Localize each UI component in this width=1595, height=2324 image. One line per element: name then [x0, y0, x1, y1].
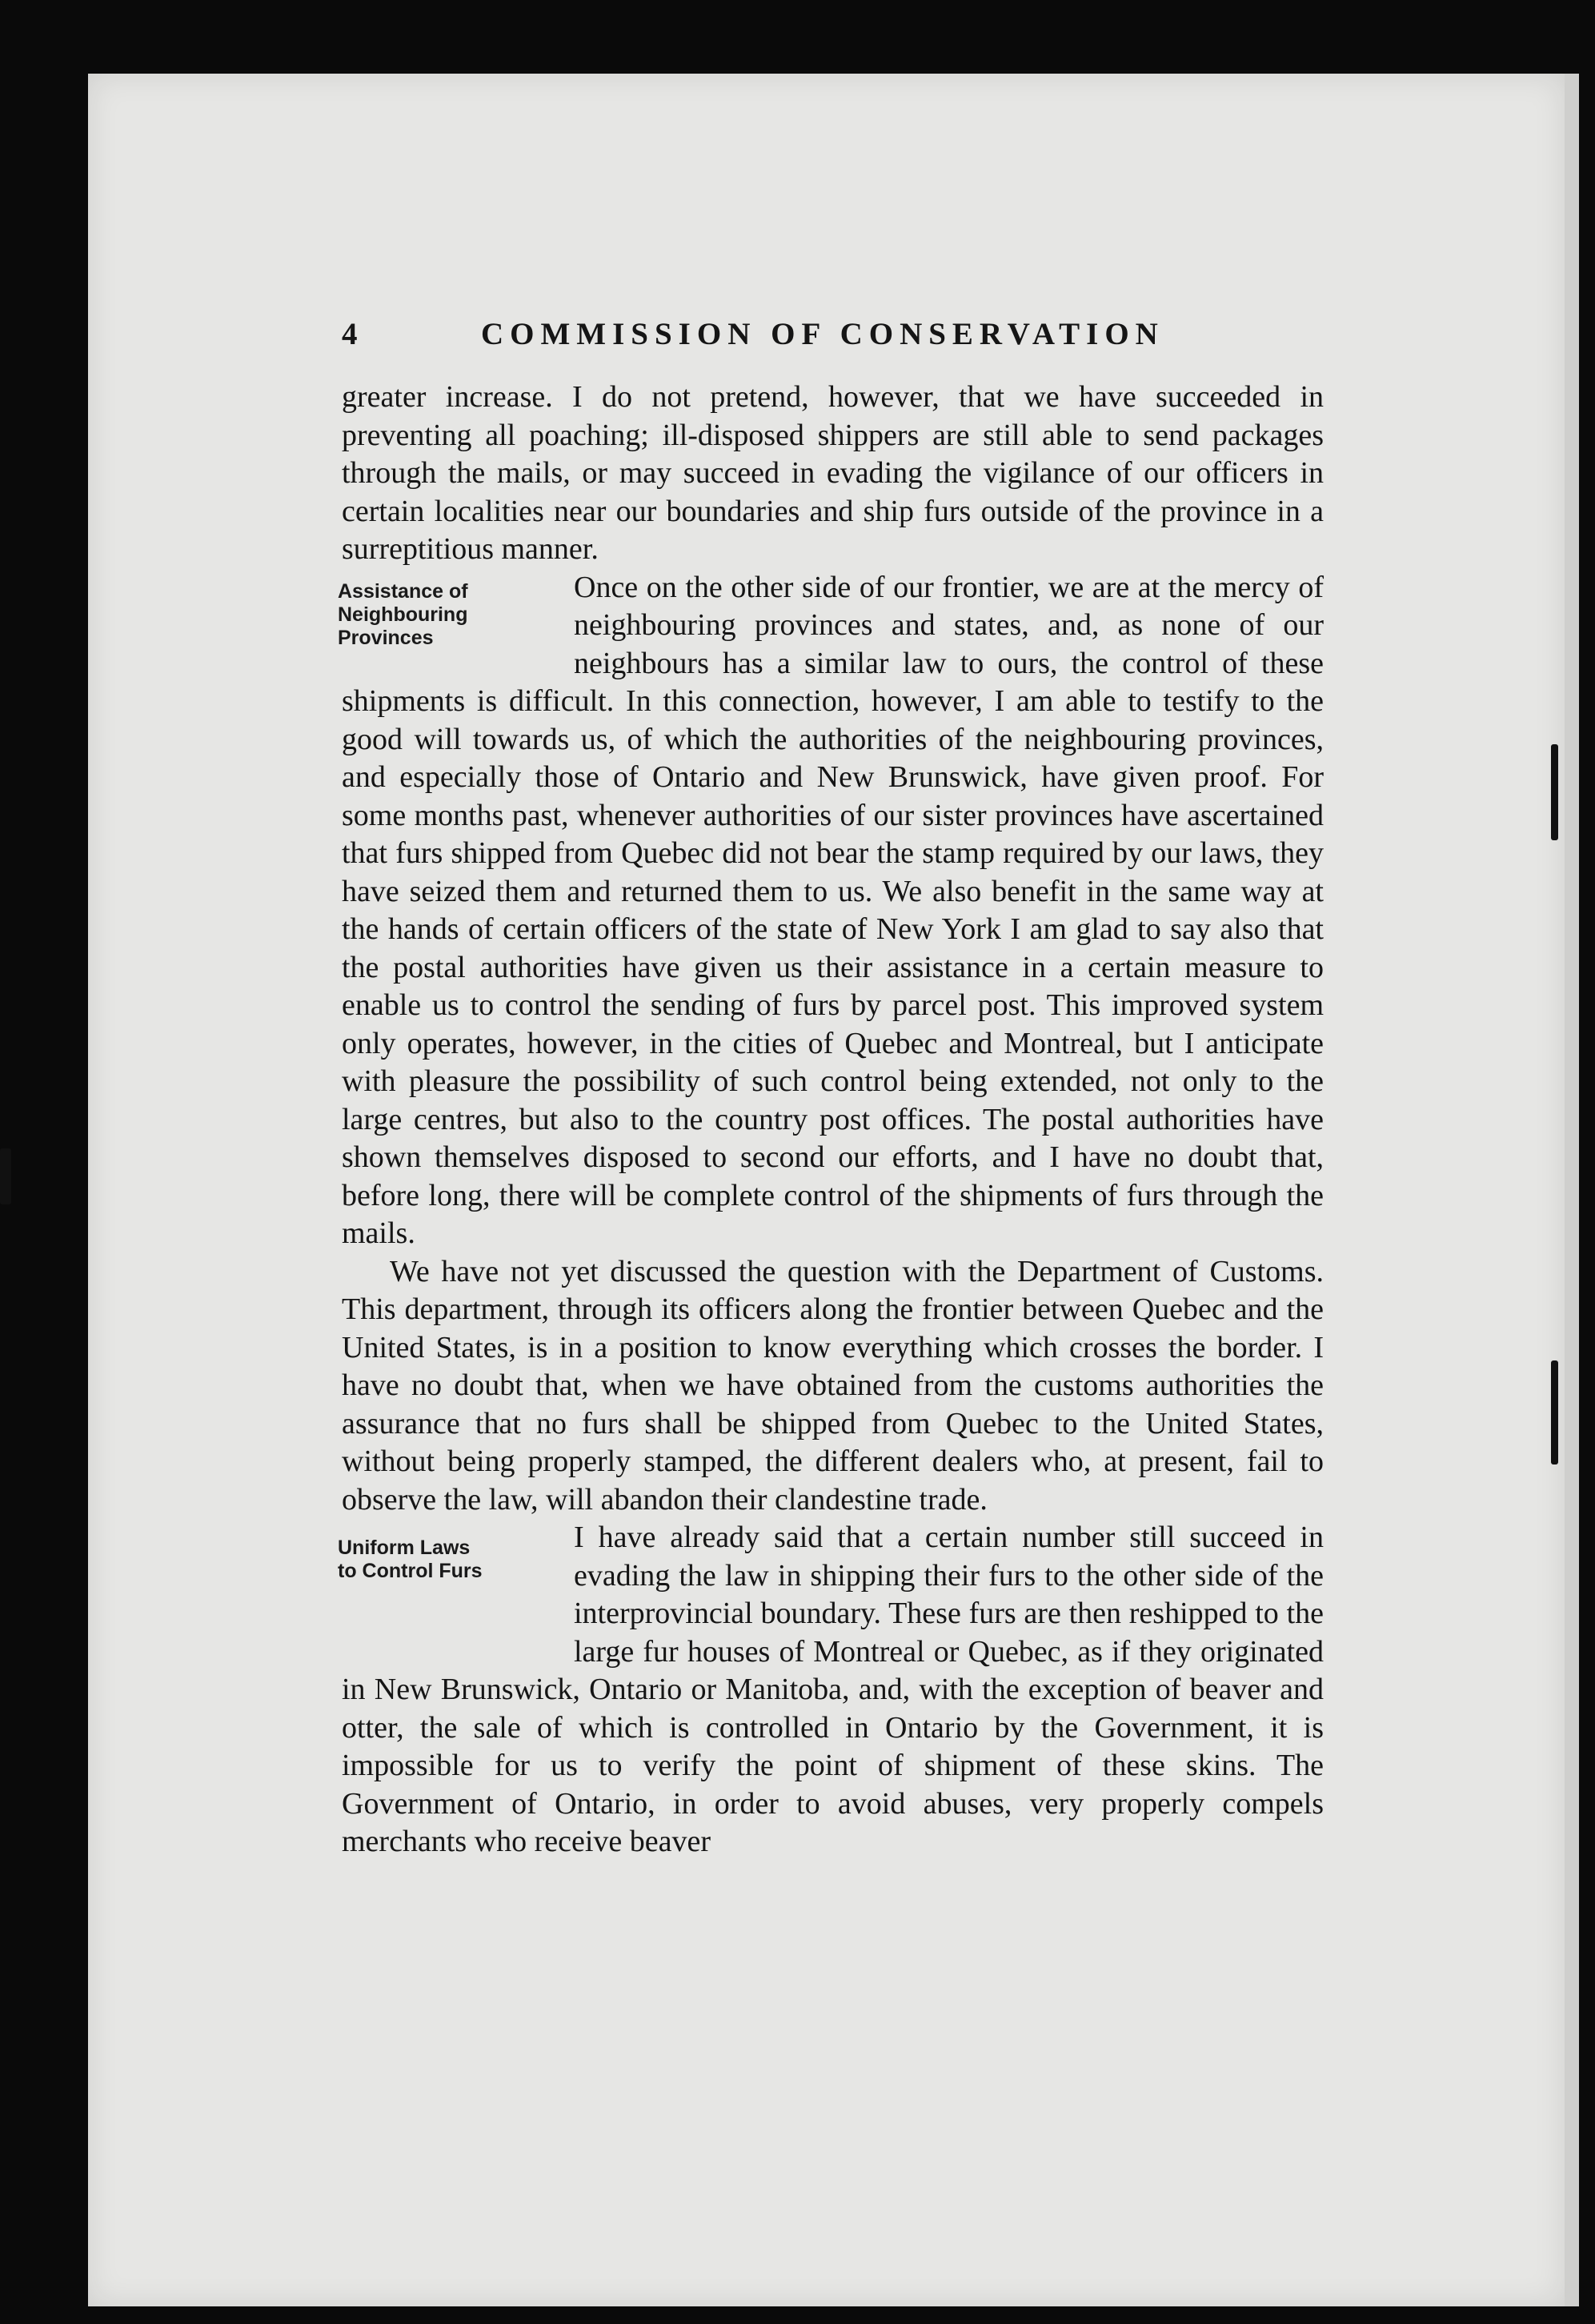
- margin-sidenote: [338, 569, 574, 680]
- margin-mark: [1551, 744, 1558, 840]
- margin-mark: [0, 1148, 11, 1204]
- margin-sidenote: [338, 1519, 574, 1637]
- running-head-title: COMMISSION OF CONSERVATION: [481, 317, 1164, 351]
- paragraph-with-sidenote: [338, 569, 1324, 1253]
- sidenote-line: to Control Furs: [338, 1560, 483, 1582]
- sidenote-line: Uniform Laws: [338, 1537, 471, 1559]
- running-head: [342, 316, 1324, 364]
- sidenote-line: Provinces: [338, 626, 434, 649]
- paragraph: We have not yet discussed the question with the Department of Customs. This department, through its officers along the frontier between Quebec and the United States, is in a position to know everything which crosses the border. I have no doubt that, when we have obtained from the customs authorities the assurance that no furs shall be shipped from Quebec to the United States, without being properly stamped, the different dealers who, at present, fail to observe the law, will abandon their clandestine trade.: [342, 1254, 1324, 1517]
- document-page: [338, 316, 1324, 1861]
- margin-mark: [1551, 1360, 1558, 1465]
- page-number: 4: [342, 317, 358, 351]
- paragraph: Once on the other side of our frontier, we are at the mercy of neighbouring provinces and states, and, as none of our neighbours has a similar law to ours, the control of these shipments is difficult. In this connection, however, I am able to testify to the good will towards us, of which the authorities of the neighbouring provinces, and especially those of Ontario and New Brunswick, have given proof. For some months past, whenever authorities of our sister provinces have ascertained that furs shipped from Quebec did not bear the stamp required by our laws, they have seized them and returned them to us. We also benefit in the same way at the hands of certain officers of the state of New York I am glad to say also that the postal authorities have given us their assistance in a certain measure to enable us to control the sending of furs by parcel post. This improved system only operates, however, in the cities of Quebec and Montreal, but I anticipate with pleasure the possibility of such control being extended, not only to the large centres, but also to the country post offices. The postal authorities have shown themselves disposed to second our efforts, and I have no doubt that, before long, there will be complete control of the shipments of furs through the mails.: [342, 570, 1324, 1250]
- paragraph: greater increase. I do not pretend, however, that we have succeeded in preventing all poaching; ill-disposed shippers are still able to send packages through the mails, or may succeed in evading the vigilance of our officers in certain localities near our boundaries and ship furs outside of the province in a surreptitious manner.: [342, 380, 1324, 566]
- paper-edge: [1565, 74, 1579, 2306]
- paragraph-with-sidenote: [338, 1519, 1324, 1861]
- sidenote-line: Assistance of: [338, 579, 468, 603]
- sidenote-line: Neighbouring: [338, 603, 468, 626]
- paragraph: I have already said that a certain number still succeed in evading the law in shipping their furs to the other side of the interprovincial boundary. These furs are then reshipped to the large fur houses of Montreal or Quebec, as if they originated in New Brunswick, Ontario or Manitoba, and, with the exception of beaver and otter, the sale of which is controlled in Ontario by the Government, it is impossible for us to verify the point of shipment of these skins. The Government of Ontario, in order to avoid abuses, very properly compels merchants who receive beaver: [342, 1521, 1324, 1858]
